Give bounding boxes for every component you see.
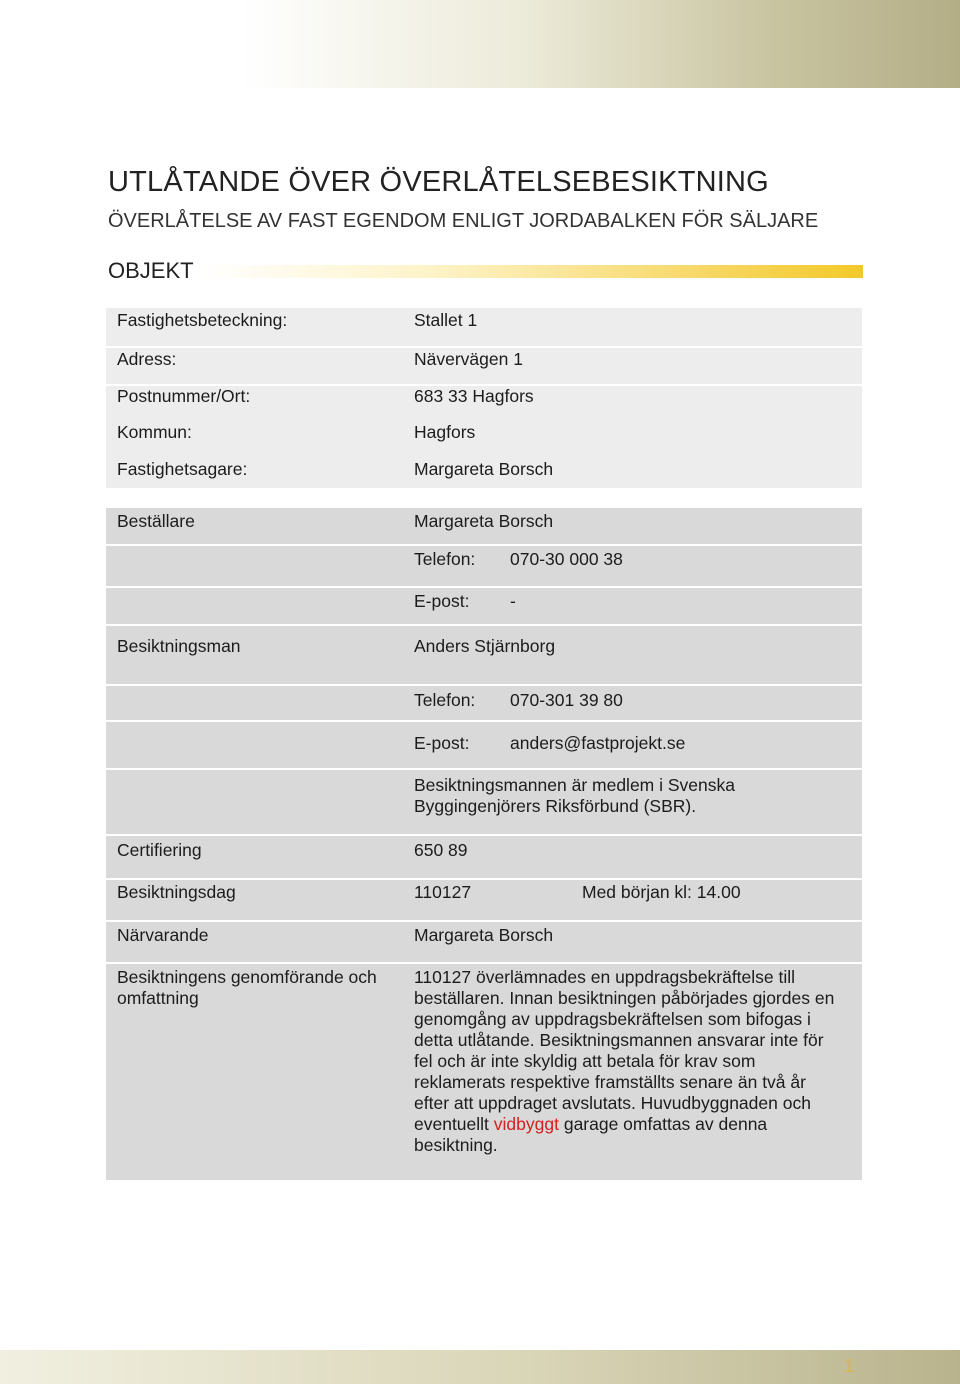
- bestallare-epost-label: E-post:: [414, 591, 470, 611]
- adress-label: Adress:: [117, 349, 177, 369]
- certifiering-value: 650 89: [414, 840, 468, 860]
- page-title: UTLÅTANDE ÖVER ÖVERLÅTELSEBESIKTNING: [108, 166, 769, 198]
- besiktningsman-epost: anders@fastprojekt.se: [510, 733, 686, 753]
- besiktningsdag-label: Besiktningsdag: [117, 882, 236, 902]
- page-number: 1: [843, 1356, 854, 1376]
- header-band: [0, 0, 960, 88]
- besiktningsman-epost-label: E-post:: [414, 733, 470, 753]
- genomforande-text-before: 110127 överlämnades en uppdragsbekräftelse till beställaren. Innan besiktningen påbörjades gjordes en genomgång av uppdragsbekräftelsen som bifogas i detta utlåtande. Besiktningsmannen ansvarar inte för fel och är inte skyldig att betala för krav som reklamerats respektive framställts senare än två år efter att uppdraget avslutats. Huvudbyggnaden och eventuellt: [414, 967, 835, 1134]
- row-certifiering: [106, 836, 862, 878]
- genomforande-highlight: vidbyggt: [493, 1114, 559, 1134]
- member-note: Besiktningsmannen är medlem i Svenska Byggingenjörers Riksförbund (SBR).: [414, 775, 735, 816]
- narvarande-value: Margareta Borsch: [414, 925, 554, 945]
- bestallare-name: Margareta Borsch: [414, 511, 554, 531]
- besiktningsdag-start: Med början kl: 14.00: [582, 882, 741, 902]
- besiktningsman-telefon-label: Telefon:: [414, 690, 476, 710]
- fastighetsbeteckning-value: Stallet 1: [414, 310, 478, 330]
- page-subtitle: ÖVERLÅTELSE AV FAST EGENDOM ENLIGT JORDABALKEN FÖR SÄLJARE: [108, 210, 819, 232]
- besiktningsman-name: Anders Stjärnborg: [414, 636, 556, 656]
- bestallare-telefon-label: Telefon:: [414, 549, 476, 569]
- row-bestallare-epost: [106, 588, 862, 624]
- postnummer-value: 683 33 Hagfors: [414, 386, 534, 406]
- genomforande-text-after: garage omfattas av denna besiktning.: [414, 1114, 768, 1155]
- fastighetsbeteckning-label: Fastighetsbeteckning:: [117, 310, 288, 330]
- genomforande-label: Besiktningens genomförande och omfattning: [117, 967, 377, 1008]
- bestallare-telefon: 070-30 000 38: [510, 549, 623, 569]
- kommun-label: Kommun:: [117, 422, 192, 442]
- bestallare-label: Beställare: [117, 511, 195, 531]
- section-divider: [200, 265, 863, 278]
- footer-band: [0, 1350, 960, 1384]
- adress-value: Nävervägen 1: [414, 349, 523, 369]
- row-kommun: [106, 420, 862, 452]
- bestallare-epost: -: [510, 591, 516, 611]
- besiktningsdag-date: 110127: [414, 882, 472, 902]
- section-heading-objekt: OBJEKT: [108, 258, 194, 283]
- besiktningsman-label: Besiktningsman: [117, 636, 241, 656]
- narvarande-label: Närvarande: [117, 925, 209, 945]
- certifiering-label: Certifiering: [117, 840, 202, 860]
- row-besiktningsman-telefon: [106, 686, 862, 720]
- besiktningsman-telefon: 070-301 39 80: [510, 690, 623, 710]
- genomforande-text: [414, 967, 844, 1156]
- row-bestallare-telefon: [106, 546, 862, 586]
- agare-value: Margareta Borsch: [414, 459, 554, 479]
- postnummer-label: Postnummer/Ort:: [117, 386, 251, 406]
- agare-label: Fastighetsagare:: [117, 459, 248, 479]
- row-besiktningsman-epost: [106, 722, 862, 768]
- kommun-value: Hagfors: [414, 422, 476, 442]
